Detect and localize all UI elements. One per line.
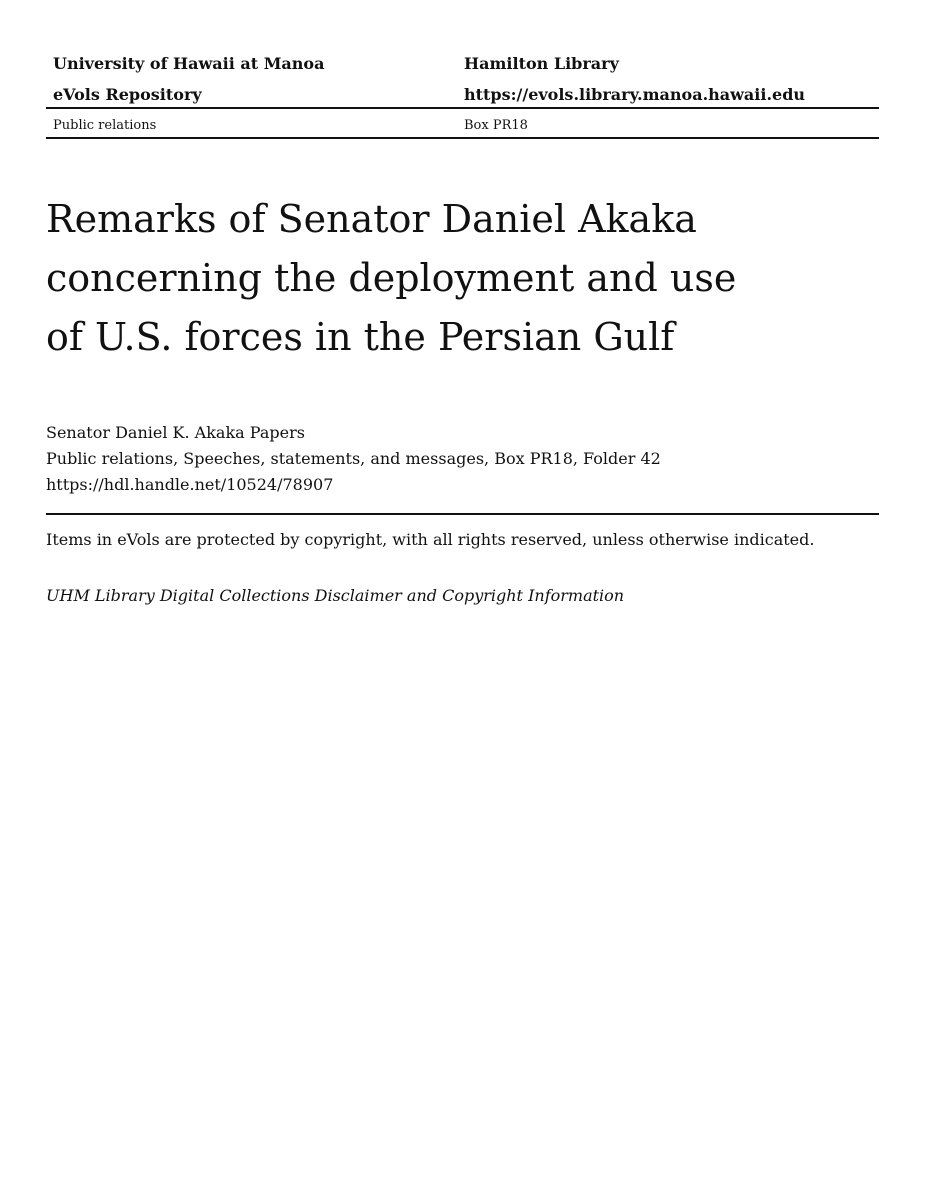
repository-url-link[interactable]: https://evols.library.manoa.hawaii.edu [464, 85, 806, 104]
header-row [46, 52, 879, 80]
repository-name: eVols Repository [53, 85, 202, 104]
header-bottom-rule [46, 137, 879, 139]
disclaimer-link[interactable]: UHM Library Digital Collections Disclaimer and Copyright Information [46, 586, 625, 605]
document-title [46, 190, 806, 367]
title-line: concerning the deployment and use [46, 256, 737, 300]
copyright-notice: Items in eVols are protected by copyright, with all rights reserved, unless otherwise indicated. [46, 530, 815, 549]
header-divider [46, 107, 879, 109]
library-name: Hamilton Library [464, 54, 619, 73]
document-metadata [46, 420, 879, 498]
handle-link[interactable]: https://hdl.handle.net/10524/78907 [46, 475, 334, 494]
collection-name: Senator Daniel K. Akaka Papers [46, 423, 305, 442]
institution-name: University of Hawaii at Manoa [53, 54, 325, 73]
title-line: of U.S. forces in the Persian Gulf [46, 315, 675, 359]
header-row [46, 83, 879, 107]
box-label: Box PR18 [464, 118, 528, 133]
collection-area: Public relations [53, 118, 157, 133]
header-row [46, 115, 879, 137]
title-line: Remarks of Senator Daniel Akaka [46, 197, 697, 241]
folder-location: Public relations, Speeches, statements, and messages, Box PR18, Folder 42 [46, 449, 661, 468]
footer-divider [46, 513, 879, 515]
